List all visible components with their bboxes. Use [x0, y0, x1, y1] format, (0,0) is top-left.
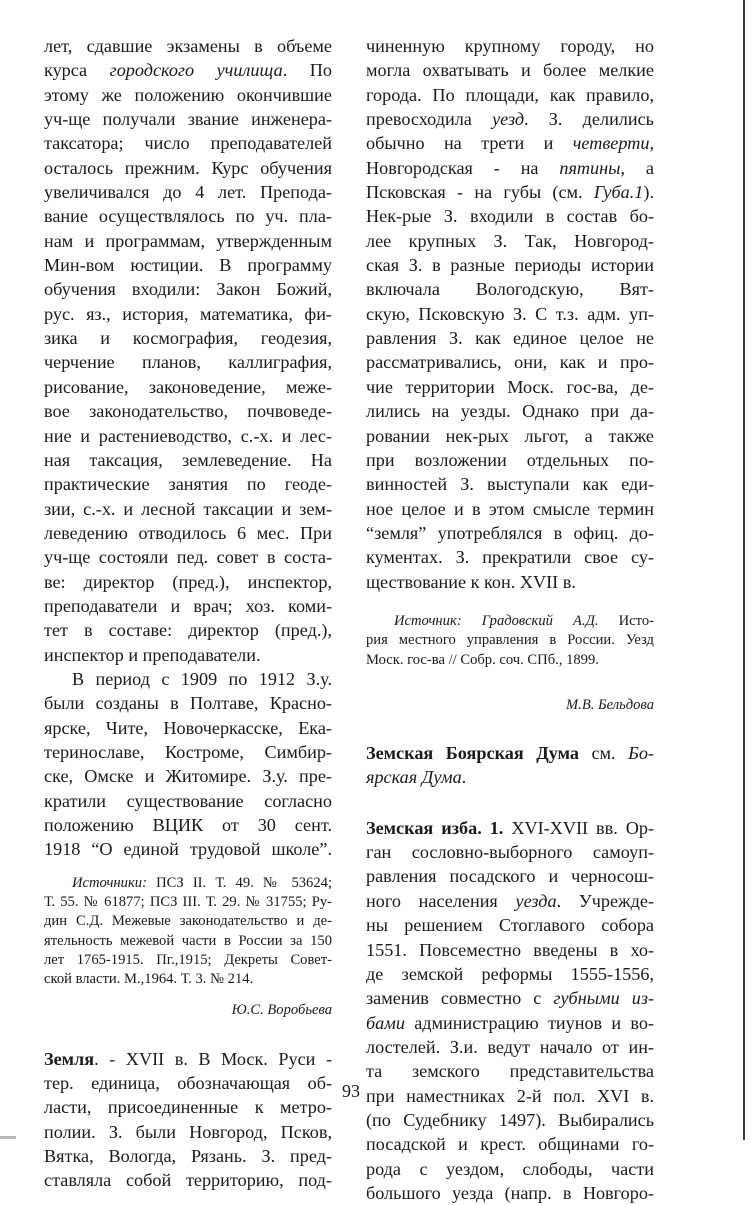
text-line: ная таксация, землеведение. На	[44, 449, 332, 470]
text-line: нам и программам, утвержденным	[44, 230, 332, 251]
text-line: Мин-вом юстиции. В программу	[44, 255, 332, 276]
text-line: кратили существование согласно	[44, 790, 332, 811]
text-line: леведению отводилось 6 мес. При	[44, 522, 332, 543]
text-line: лостелей. З.и. ведут начало от ин-	[366, 1036, 654, 1057]
text-line: рия местного управления в России. Уезд	[366, 632, 654, 649]
text-line: 1551. Повсеместно введены в хо-	[366, 939, 654, 960]
text-line: рассматривались, они, как и про-	[366, 352, 654, 373]
text-line: уч-ще получали звание инженера-	[44, 109, 332, 130]
text-line: “земля” употреблялся в офиц. до-	[366, 522, 654, 543]
text-line: зика и космография, геодезия,	[44, 328, 332, 349]
cross-reference: городского училища	[109, 60, 283, 81]
cross-reference: пятины	[559, 157, 621, 178]
text-line: Вятка, Вологда, Рязань. З. пред-	[44, 1146, 332, 1167]
text-line: тет в составе: директор (пред.),	[44, 620, 332, 641]
text-line: ская З. в разные периоды истории	[366, 255, 654, 276]
text-line: превосходила уезд. З. делились	[366, 109, 654, 130]
text-line: Земская Боярская Дума см. Бо-	[366, 743, 654, 764]
cross-reference: ярская Дума	[366, 767, 462, 788]
scan-edge-line	[743, 0, 745, 1140]
text-line: полии. З. были Новгород, Псков,	[44, 1121, 332, 1142]
text-line: обучения входили: Закон Божий,	[44, 279, 332, 300]
text-line: лет, сдавшие экзамены в объеме	[44, 36, 332, 56]
text-line: ны решением Стоглавого собора	[366, 915, 654, 936]
text-line: обычно на трети и четверти,	[366, 133, 654, 154]
text-line: та земского представительства	[366, 1061, 654, 1082]
text-line: кументах. З. прекратили свое су-	[366, 547, 654, 568]
source-label: Источник	[394, 612, 457, 629]
text-line: ган сословно-выборного самоуп-	[366, 842, 654, 863]
cross-reference: уезда	[515, 890, 557, 911]
text-line: таксатора; число преподавателей	[44, 133, 332, 154]
text-line: были созданы в Полтаве, Красно-	[44, 693, 332, 714]
text-line: инспектор и преподаватели.	[44, 644, 261, 665]
sources-label: Источники:	[72, 874, 147, 891]
text-line: рус. яз., история, математика, фи-	[44, 303, 332, 324]
text-line: ярске, Чите, Новочеркасске, Ека-	[44, 717, 332, 738]
text-line: посадской и крест. общинами го-	[366, 1134, 654, 1155]
headword: Земская Боярская Дума	[366, 743, 579, 764]
cross-reference: четверти	[572, 133, 650, 154]
text-line: Моск. гос-ва // Собр. соч. СПб., 1899.	[366, 651, 599, 668]
text-line: теринославе, Костроме, Симбир-	[44, 741, 332, 762]
text-line: Псковская - на губы (см. Губа.1).	[366, 182, 654, 203]
text-line: ного населения уезда. Учрежде-	[366, 890, 654, 911]
text-line: включала Вологодскую, Вят-	[366, 279, 654, 300]
text-line: Нек-рые З. входили в состав бо-	[366, 206, 654, 227]
text-line: тер. единица, обозначающая об-	[44, 1073, 332, 1094]
cross-reference: губными из-	[553, 988, 655, 1009]
text-line: ласти, присоединенные к метро-	[44, 1097, 332, 1118]
text-line: Источник: Градовский А.Д. Исто-	[394, 612, 654, 629]
text-line: В период с 1909 по 1912 З.у.	[72, 668, 332, 689]
cross-reference: Бо-	[628, 743, 654, 764]
text-line: курса городского училища. По	[44, 60, 332, 81]
text-line: ществование к кон. XVII в.	[366, 571, 576, 592]
text-line: ние и растениеводство, с.-х. и лес-	[44, 425, 332, 446]
text-line: скую, Псковскую З. С т.з. адм. уп-	[366, 303, 654, 324]
text-line: ставляла собой территорию, под-	[44, 1170, 332, 1191]
text-line: лее крупных З. Так, Новгород-	[366, 230, 654, 251]
text-line: лет 1765-1915. Пг.,1915; Декреты Совет-	[44, 951, 332, 968]
text-line: города. По площади, как правило,	[366, 84, 654, 105]
text-line: этому же положению окончившие	[44, 84, 332, 105]
text-line: (по Судебнику 1497). Выбирались	[366, 1109, 654, 1130]
text-line: винностей З. выступали как еди-	[366, 474, 654, 495]
right-column	[366, 34, 654, 1205]
text-line: Источники: ПСЗ II. Т. 49. № 53624;	[72, 874, 332, 891]
text-line: преподаватели и врач; хоз. коми-	[44, 595, 332, 616]
text-line: ровании нек-рых льгот, а также	[366, 425, 654, 446]
author-signature: М.В. Бельдова	[566, 696, 654, 713]
headword: Земская изба. 1.	[366, 817, 504, 838]
text-line: чиненную крупному городу, но	[366, 36, 654, 56]
entry-zemlya	[44, 1047, 332, 1193]
page-number: 93	[342, 1081, 360, 1101]
text-line: положению ВЦИК от 30 сент.	[44, 815, 332, 835]
text-line: равления посадского и черносош-	[366, 866, 654, 887]
left-column	[44, 34, 332, 1193]
entry-zemskaya-boyarskaya-duma	[366, 741, 654, 790]
text-line: уч-ще состояли пед. совет в соста-	[44, 547, 332, 568]
text-line: черчение планов, каллиграфия,	[44, 352, 332, 373]
text-line: Т. 55. № 61877; ПСЗ III. Т. 29. № 31755; Ру-	[44, 893, 332, 910]
text-line: ске, Омске и Житомире. З.у. пре-	[44, 766, 332, 787]
text-line: дин С.Д. Межевые законодательство и де-	[44, 913, 332, 930]
text-line: де земской реформы 1555-1556,	[366, 963, 654, 984]
source-block	[366, 612, 654, 670]
paragraph	[44, 667, 332, 862]
text-line: ятельность межевой части в России за 150	[44, 932, 332, 949]
text-line: Земская изба. 1. XVI-XVII вв. Ор-	[366, 817, 654, 838]
text-line: ве: директор (пред.), инспектор,	[44, 571, 332, 592]
sources-block	[44, 874, 332, 990]
text-line: равления З. как единое целое не	[366, 328, 654, 349]
text-line: Земля. - XVII в. В Моск. Руси -	[44, 1048, 332, 1069]
text-line: ской власти. М.,1964. Т. 3. № 214.	[44, 971, 254, 988]
text-line: чие территории Моск. гос-ва, де-	[366, 376, 654, 397]
text-line: при наместниках 2-й пол. XVI в.	[366, 1085, 654, 1106]
text-line: зии, с.-х. и лесной таксации и зем-	[44, 498, 332, 519]
text-line: лились на уезды. Однако при да-	[366, 401, 654, 422]
text-line: рода с уездом, слободы, части	[366, 1158, 654, 1179]
text-line: ное целое и в этом смысле термин	[366, 498, 654, 519]
text-line: вание осуществлялось по уч. пла-	[44, 206, 332, 227]
author-signature: Ю.С. Воробьева	[231, 1002, 332, 1019]
text-line: осталось прежним. Курс обучения	[44, 157, 332, 178]
cross-reference: Губа.1	[593, 182, 644, 203]
text-line: большого уезда (напр. в Новгоро-	[366, 1182, 654, 1203]
entry-zemskaya-izba	[366, 816, 654, 1205]
scan-artifact	[0, 1136, 16, 1139]
text-line: заменив совместно с губными из-	[366, 988, 655, 1009]
text-line: вое законодательство, почвоведе-	[44, 401, 332, 422]
entry-zemlya-continuation	[366, 34, 654, 594]
text-line: увеличивался до 4 лет. Препода-	[44, 182, 332, 203]
entry-continuation	[44, 34, 332, 667]
text-line: могла охватывать и более мелкие	[366, 60, 654, 81]
text-line: ярская Дума.	[366, 767, 467, 788]
cross-reference: уезд	[492, 109, 525, 130]
text-line: при возложении отдельных по-	[366, 449, 654, 470]
text-line: практические занятия по геоде-	[44, 474, 332, 495]
text-line: 1918 “О единой трудовой школе”.	[44, 839, 332, 860]
text-line: рисование, законоведение, меже-	[44, 376, 332, 397]
text-line: бами администрацию тиунов и во-	[366, 1012, 654, 1033]
cross-reference: бами	[366, 1012, 405, 1033]
text-line: Новгородская - на пятины, а	[366, 157, 654, 178]
headword: Земля	[44, 1048, 95, 1069]
